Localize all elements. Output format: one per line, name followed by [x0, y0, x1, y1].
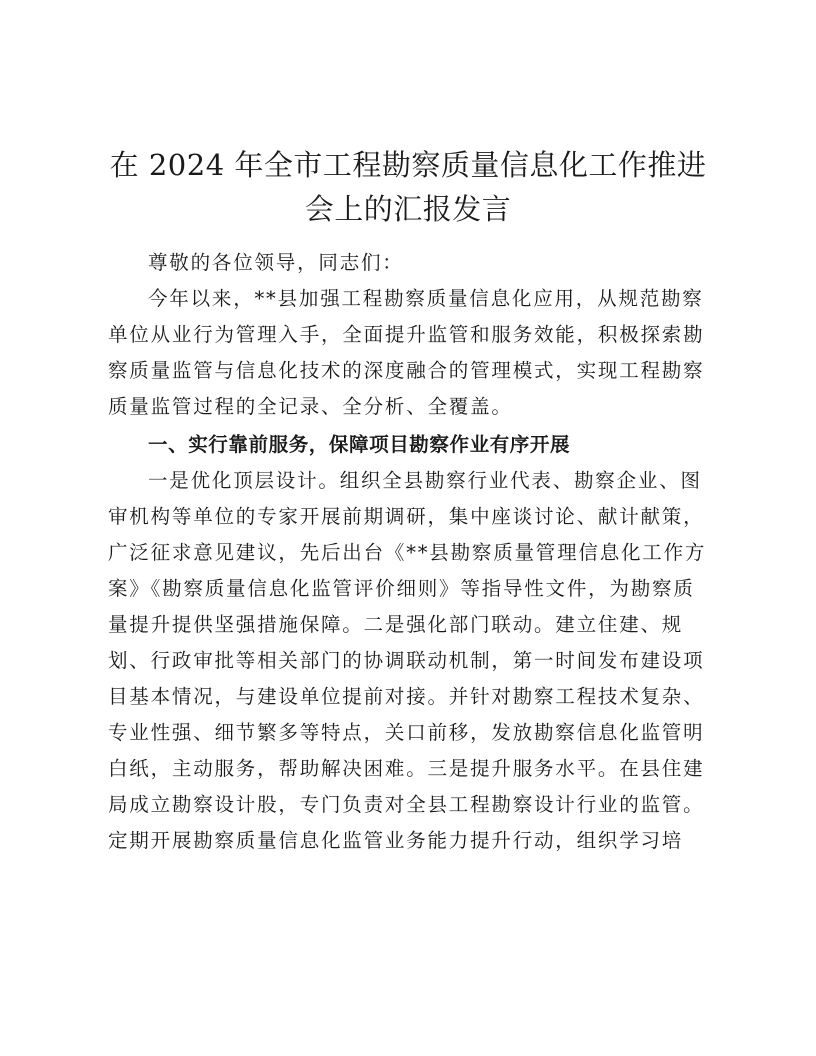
section-1-paragraph-line: 审机构等单位的专家开展前期调研，集中座谈讨论、献计献策，	[108, 505, 705, 528]
salutation: 尊敬的各位领导，同志们：	[148, 251, 404, 274]
section-1-paragraph-line: 局成立勘察设计股，专门负责对全县工程勘察设计行业的监管。	[108, 793, 705, 816]
section-1-paragraph-line: 定期开展勘察质量信息化监管业务能力提升行动，组织学习培	[108, 829, 684, 852]
document-title-line-1: 在 2024 年全市工程勘察质量信息化工作推进	[109, 148, 707, 182]
section-1-paragraph-line: 量提升提供坚强措施保障。二是强化部门联动。建立住建、规	[108, 613, 684, 636]
intro-paragraph-line: 察质量监管与信息化技术的深度融合的管理模式，实现工程勘察	[108, 359, 705, 382]
section-1-paragraph-line: 广泛征求意见建议，先后出台《**县勘察质量管理信息化工作方	[108, 541, 707, 564]
section-1-paragraph-line: 划、行政审批等相关部门的协调联动机制，第一时间发布建设项	[108, 649, 705, 672]
section-heading-1: 一、实行靠前服务，保障项目勘察作业有序开展	[148, 433, 571, 456]
section-1-paragraph-line: 专业性强、细节繁多等特点，关口前移，发放勘察信息化监管明	[108, 721, 705, 744]
section-1-paragraph-line: 白纸，主动服务，帮助解决困难。三是提升服务水平。在县住建	[108, 757, 705, 780]
section-1-paragraph-line: 一是优化顶层设计。组织全县勘察行业代表、勘察企业、图	[148, 469, 702, 492]
intro-paragraph-line: 今年以来，**县加强工程勘察质量信息化应用，从规范勘察	[148, 287, 704, 310]
section-1-paragraph-line: 目基本情况，与建设单位提前对接。并针对勘察工程技术复杂、	[108, 685, 705, 708]
section-1-paragraph-line: 案》《勘察质量信息化监管评价细则》等指导性文件，为勘察质	[108, 577, 695, 600]
intro-paragraph-line: 质量监管过程的全记录、全分析、全覆盖。	[108, 395, 513, 418]
document-title-line-2: 会上的汇报发言	[304, 192, 512, 226]
intro-paragraph-line: 单位从业行为管理入手，全面提升监管和服务效能，积极探索勘	[108, 323, 705, 346]
